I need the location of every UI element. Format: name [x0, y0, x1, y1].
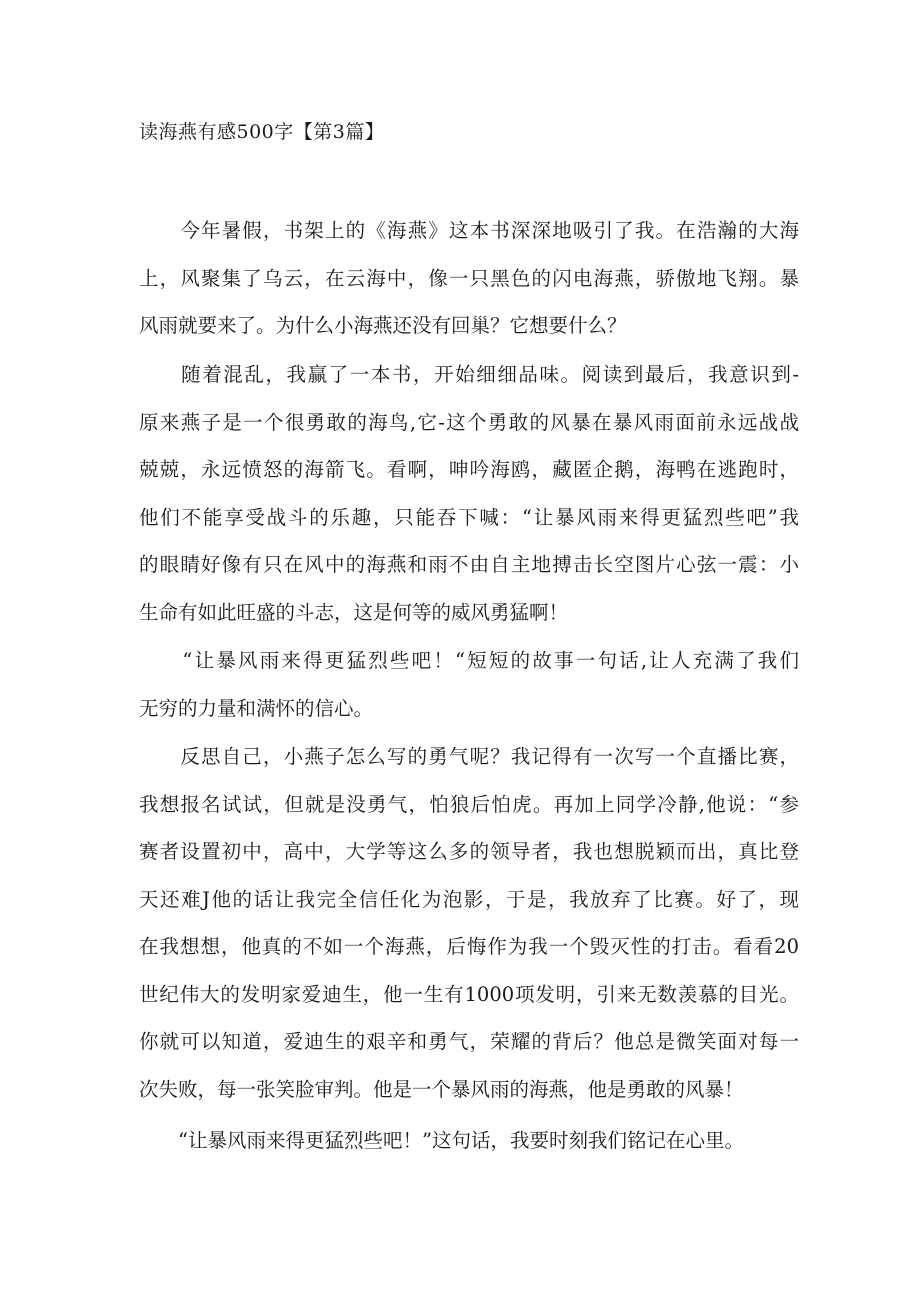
text-line: 原来燕子是一个很勇敢的海鸟,它-这个勇敢的风暴在暴风雨面前永远战战 — [139, 410, 799, 434]
text-line: 他们不能享受战斗的乐趣，只能吞下喊：“让暴风雨来得更猛烈些吧”我 — [139, 505, 799, 529]
document-title: 读海燕有感500字【第3篇】 — [139, 121, 385, 143]
text-line: 上，风聚集了乌云，在云海中，像一只黑色的闪电海燕，骄傲地飞翔。暴 — [139, 266, 799, 290]
text-line: 今年暑假，书架上的《海燕》这本书深深地吸引了我。在浩瀚的大海 — [139, 219, 799, 242]
paragraph-2 — [139, 351, 799, 636]
paragraph-1 — [139, 207, 799, 350]
text-line: 次失败，每一张笑脸审判。他是一个暴风雨的海燕，他是勇敢的风暴！ — [139, 1077, 744, 1101]
text-line: 随着混乱，我赢了一本书，开始细细品味。阅读到最后，我意识到- — [139, 363, 799, 386]
text-line: 的眼睛好像有只在风中的海燕和雨不由自主地搏击长空图片心弦一震：小 — [139, 553, 799, 576]
text-line: 天还难J他的话让我完全信任化为泡影，于是，我放弃了比赛。好了，现 — [139, 887, 799, 911]
text-line: “让暴风雨来得更猛烈些吧！”这句话，我要时刻我们铭记在心里。 — [139, 1129, 744, 1152]
text-line: 生命有如此旺盛的斗志，这是何等的威风勇猛啊！ — [139, 600, 569, 624]
text-line: 世纪伟大的发明家爱迪生，他一生有1000项发明，引来无数羡慕的目光。 — [139, 982, 799, 1006]
text-line: “让暴风雨来得更猛烈些吧！“短短的故事一句话,让人充满了我们 — [139, 649, 799, 672]
text-line: 你就可以知道，爱迪生的艰辛和勇气，荣耀的背后？他总是微笑面对每一 — [139, 1030, 799, 1053]
paragraph-3 — [139, 637, 799, 732]
paragraph-5 — [139, 1117, 799, 1165]
text-line: 风雨就要来了。为什么小海燕还没有回巢？它想要什么？ — [139, 314, 627, 337]
text-line: 反思自己，小燕子怎么写的勇气呢？我记得有一次写一个直播比赛， — [139, 745, 799, 768]
text-line: 无穷的力量和满怀的信心。 — [139, 696, 374, 720]
text-line: 在我想想，他真的不如一个海燕，后悔作为我一个毁灭性的打击。看看20 — [139, 935, 799, 958]
text-line: 赛者设置初中，高中，大学等这么多的领导者，我也想脱颖而出，真比登 — [139, 840, 799, 863]
text-line: 我想报名试试，但就是没勇气，怕狼后怕虎。再加上同学冷静,他说：“参 — [139, 792, 799, 816]
text-line: 兢兢，永远愤怒的海箭飞。看啊，呻吟海鸥，藏匿企鹅，海鸭在逃跑时， — [139, 458, 799, 481]
paragraph-4 — [139, 733, 799, 1113]
